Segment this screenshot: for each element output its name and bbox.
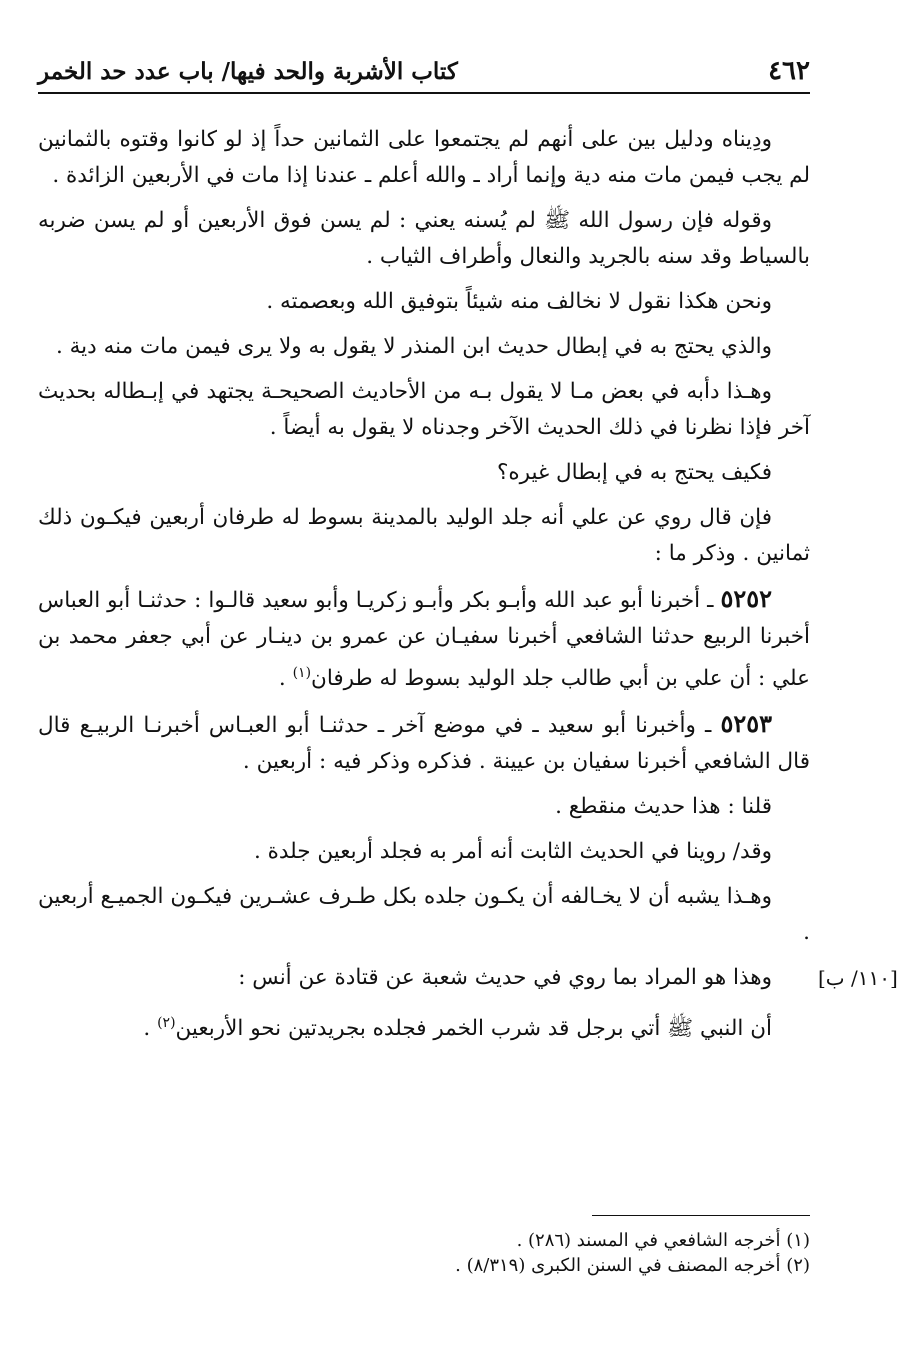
- footnote-ref[interactable]: (١): [292, 665, 312, 681]
- paragraph: وهـذا دأبه في بعض مـا لا يقول بـه من الأحاديث الصحيحـة يجتهد في إبـطاله بحديث آخر فإذا نظرنا في ذلك الحديث الآخر وجدناه لا يقول به أيضاً .: [38, 379, 810, 440]
- footnotes: [38, 1228, 810, 1278]
- hadith-number: ٥٢٥٢: [720, 584, 772, 613]
- hadith-text: ـ وأخبرنا أبو سعيد ـ في موضع آخر ـ حدثنـا أبو العبـاس أخبرنـا الربيـع قال قال الشافعي أخبرنا سفيان بن عيينة . فذكره وذكر فيه : أربعين .: [38, 713, 810, 775]
- paragraph: ودِيناه ودليل بين على أنهم لم يجتمعوا على الثمانين حداً إذ لو كانوا وقتوه بالثمانين لم يجب فيمن مات منه دية وإنما أراد ـ والله أعلم ـ عندنا إذا مات في الأربعين الزائدة .: [38, 127, 810, 188]
- paragraph-last: [38, 1005, 810, 1047]
- paragraph: فكيف يحتج به في إبطال غيره؟: [496, 460, 772, 485]
- hadith-5252: [38, 581, 810, 697]
- paragraph: وقد/ روينا في الحديث الثابت أنه أمر به فجلد أربعين جلدة .: [253, 839, 772, 865]
- margin-folio-note: [١١٠/ ب]: [818, 966, 898, 990]
- footnote-1: (١) أخرجه الشافعي في المسند (٢٨٦) .: [516, 1230, 810, 1251]
- paragraph-end: .: [143, 1016, 158, 1042]
- running-head: كتاب الأشربة والحد فيها/ باب عدد حد الخمر: [38, 58, 458, 85]
- paragraph: والذي يحتج به في إبطال حديث ابن المنذر لا يقول به ولا يرى فيمن مات منه دية .: [55, 334, 772, 359]
- paragraph: فإن قال روي عن علي أنه جلد الوليد بالمدينة بسوط له طرفان أربعين فيكـون ذلك ثمانين . وذكر ما :: [38, 505, 810, 566]
- paragraph-text: أن النبي ﷺ أتي برجل قد شرب الخمر فجلده بجريدتين نحو الأربعين: [175, 1016, 772, 1042]
- paragraph: ونحن هكذا نقول لا نخالف منه شيئاً بتوفيق الله وبعصمته .: [266, 289, 772, 314]
- footnote-ref[interactable]: (٢): [157, 1015, 176, 1032]
- footnote-divider: [592, 1215, 810, 1216]
- main-text: [38, 122, 810, 1056]
- hadith-number: ٥٢٥٣: [720, 709, 772, 739]
- paragraph: وقوله فإن رسول الله ﷺ لم يُسنه يعني : لم يسن فوق الأربعين أو لم يسن ضربه بالسياط وقد سنه بالجريد والنعال وأطراف الثياب .: [38, 208, 810, 269]
- footnote-2: (٢) أخرجه المصنف في السنن الكبرى (٨/٣١٩) .: [455, 1255, 810, 1276]
- paragraph: وهـذا يشبه أن لا يخـالفه أن يكـون جلده بكل طـرف عشـرين فيكـون الجميـع أربعين .: [38, 884, 810, 946]
- page-header: [38, 52, 810, 94]
- page-number: ٤٦٢: [768, 56, 810, 86]
- paragraph: وهذا هو المراد بما روي في حديث شعبة عن قتادة عن أنس :: [238, 965, 772, 991]
- hadith-text: ـ أخبرنا أبو عبد الله وأبـو بكر وأبـو زكريـا وأبو سعيد قالـوا : حدثنـا أبو العباس أخبرنا الربيع حدثنا الشافعي أخبرنا سفيـان عن عمرو بن دينـار عن أبي جعفر محمد بن علي : أن علي بن أبي طالب جلد الوليد بسوط له طرفان: [38, 588, 810, 692]
- paragraph: قلنا : هذا حديث منقطع .: [555, 794, 772, 820]
- hadith-5253: [38, 706, 810, 780]
- hadith-end: .: [278, 666, 293, 692]
